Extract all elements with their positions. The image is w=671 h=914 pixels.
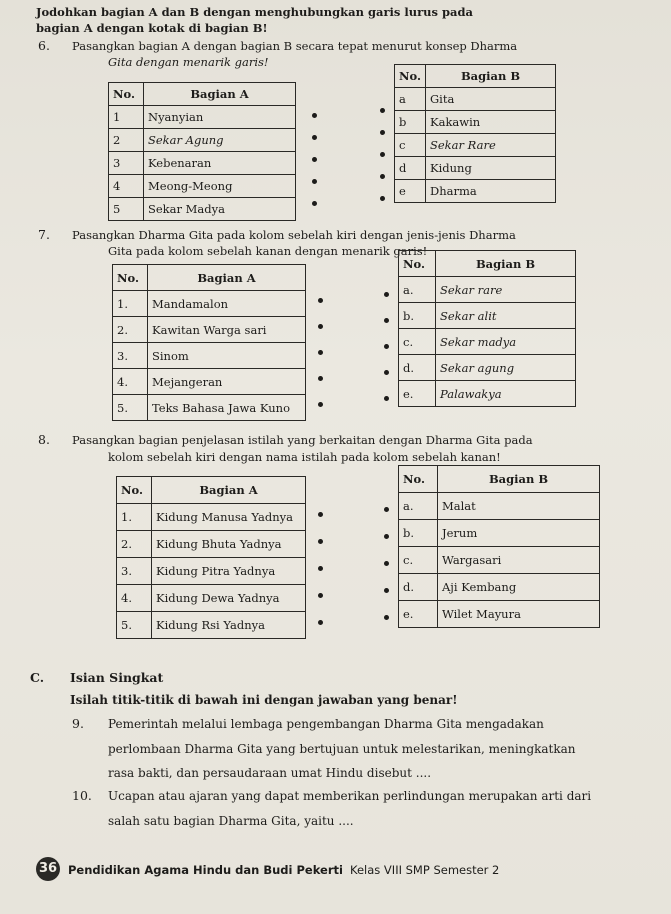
- table-cell-no: 4.: [117, 585, 152, 612]
- table-header-no: No.: [399, 251, 436, 277]
- table-cell-no: c.: [399, 547, 438, 574]
- table-cell-no: b: [395, 111, 426, 134]
- match-dot-b[interactable]: [384, 615, 389, 620]
- table-cell-term: Sekar Agung: [144, 129, 296, 152]
- table-cell-no: 3: [109, 152, 144, 175]
- table-cell-no: 2: [109, 129, 144, 152]
- match-dot-b[interactable]: [384, 588, 389, 593]
- match-dot-a[interactable]: [312, 179, 317, 184]
- table-cell-term: Mejangeran: [148, 369, 306, 395]
- table-cell-no: 2.: [117, 531, 152, 558]
- q8-text-2: kolom sebelah kiri dengan nama istilah pada kolom sebelah kanan!: [108, 450, 501, 464]
- table-cell-term: Aji Kembang: [438, 574, 600, 601]
- page-number-badge: 36: [36, 857, 60, 881]
- footer-book-title: Pendidikan Agama Hindu dan Budi Pekerti: [68, 863, 343, 877]
- table-header-part: Bagian A: [148, 265, 306, 291]
- table-cell-term: Wargasari: [438, 547, 600, 574]
- q7-table-a: [112, 264, 306, 421]
- q7-number: 7.: [38, 227, 50, 242]
- table-cell-term: Sekar Rare: [426, 134, 556, 157]
- table-cell-term: Nyanyian: [144, 106, 296, 129]
- table-header-part: Bagian B: [438, 466, 600, 493]
- q9-line-1: Pemerintah melalui lembaga pengembangan Dharma Gita mengadakan: [108, 717, 544, 731]
- section-c-title: Isian Singkat: [70, 670, 164, 685]
- section-c-letter: C.: [30, 670, 45, 685]
- match-dot-a[interactable]: [312, 157, 317, 162]
- q10-number: 10.: [72, 788, 92, 803]
- table-cell-term: Kidung Pitra Yadnya: [152, 558, 306, 585]
- q6-text-1: Pasangkan bagian A dengan bagian B secara tepat menurut konsep Dharma: [72, 39, 518, 53]
- table-cell-no: d: [395, 157, 426, 180]
- table-header-no: No.: [109, 83, 144, 106]
- table-cell-no: a.: [399, 277, 436, 303]
- match-dot-b[interactable]: [380, 108, 385, 113]
- match-dot-a[interactable]: [318, 350, 323, 355]
- table-header-part: Bagian A: [144, 83, 296, 106]
- match-dot-b[interactable]: [380, 152, 385, 157]
- table-cell-no: c.: [399, 329, 436, 355]
- table-cell-term: Sekar agung: [436, 355, 576, 381]
- table-cell-term: Mandamalon: [148, 291, 306, 317]
- table-cell-no: 4.: [113, 369, 148, 395]
- match-dot-b[interactable]: [384, 344, 389, 349]
- match-dot-b[interactable]: [384, 318, 389, 323]
- table-cell-no: 5.: [113, 395, 148, 421]
- match-dot-b[interactable]: [380, 130, 385, 135]
- table-cell-term: Teks Bahasa Jawa Kuno: [148, 395, 306, 421]
- table-cell-no: 4: [109, 175, 144, 198]
- table-cell-term: Malat: [438, 493, 600, 520]
- q7-text-1: Pasangkan Dharma Gita pada kolom sebelah kiri dengan jenis-jenis Dharma: [72, 228, 516, 242]
- table-cell-term: Kebenaran: [144, 152, 296, 175]
- table-cell-no: 5: [109, 198, 144, 221]
- table-cell-no: 1.: [117, 504, 152, 531]
- q8-table-b: [398, 465, 600, 628]
- table-cell-no: 5.: [117, 612, 152, 639]
- footer-book-subtitle: Kelas VIII SMP Semester 2: [350, 863, 500, 877]
- match-dot-a[interactable]: [318, 376, 323, 381]
- table-cell-term: Kawitan Warga sari: [148, 317, 306, 343]
- table-cell-term: Sekar alit: [436, 303, 576, 329]
- match-dot-a[interactable]: [318, 298, 323, 303]
- table-cell-term: Wilet Mayura: [438, 601, 600, 628]
- match-dot-b[interactable]: [384, 292, 389, 297]
- table-cell-no: e: [395, 180, 426, 203]
- table-cell-term: Jerum: [438, 520, 600, 547]
- q6-table-a: [108, 82, 296, 221]
- table-cell-no: b.: [399, 520, 438, 547]
- table-cell-term: Meong-Meong: [144, 175, 296, 198]
- table-cell-no: b.: [399, 303, 436, 329]
- table-cell-no: a.: [399, 493, 438, 520]
- q7-text-2: Gita pada kolom sebelah kanan dengan menarik garis!: [108, 244, 428, 258]
- table-header-no: No.: [395, 65, 426, 88]
- table-cell-term: Sinom: [148, 343, 306, 369]
- table-header-part: Bagian A: [152, 477, 306, 504]
- q9-line-3: rasa bakti, dan persaudaraan umat Hindu disebut ....: [108, 766, 432, 780]
- q8-table-a: [116, 476, 306, 639]
- match-dot-b[interactable]: [380, 196, 385, 201]
- table-cell-term: Sekar rare: [436, 277, 576, 303]
- instruction-line-2: bagian A dengan kotak di bagian B!: [36, 21, 268, 35]
- table-cell-term: Sekar Madya: [144, 198, 296, 221]
- table-cell-no: 1.: [113, 291, 148, 317]
- table-cell-no: d.: [399, 355, 436, 381]
- match-dot-b[interactable]: [380, 174, 385, 179]
- table-cell-no: 3.: [117, 558, 152, 585]
- match-dot-a[interactable]: [312, 113, 317, 118]
- table-cell-no: 2.: [113, 317, 148, 343]
- table-cell-no: d.: [399, 574, 438, 601]
- table-cell-term: Kidung Manusa Yadnya: [152, 504, 306, 531]
- table-cell-term: Kidung Rsi Yadnya: [152, 612, 306, 639]
- table-cell-no: 3.: [113, 343, 148, 369]
- match-dot-b[interactable]: [384, 561, 389, 566]
- match-dot-b[interactable]: [384, 534, 389, 539]
- q6-number: 6.: [38, 38, 50, 53]
- match-dot-a[interactable]: [318, 324, 323, 329]
- q8-number: 8.: [38, 432, 50, 447]
- match-dot-a[interactable]: [312, 201, 317, 206]
- table-header-no: No.: [113, 265, 148, 291]
- table-cell-no: e.: [399, 601, 438, 628]
- table-header-no: No.: [399, 466, 438, 493]
- q9-number: 9.: [72, 716, 84, 731]
- q10-line-2: salah satu bagian Dharma Gita, yaitu ....: [108, 814, 354, 828]
- match-dot-a[interactable]: [318, 539, 323, 544]
- table-cell-no: c: [395, 134, 426, 157]
- table-cell-term: Gita: [426, 88, 556, 111]
- match-dot-b[interactable]: [384, 507, 389, 512]
- section-c-instruction: Isilah titik-titik di bawah ini dengan jawaban yang benar!: [70, 693, 458, 707]
- q10-line-1: Ucapan atau ajaran yang dapat memberikan perlindungan merupakan arti dari: [108, 789, 592, 803]
- q8-text-1: Pasangkan bagian penjelasan istilah yang berkaitan dengan Dharma Gita pada: [72, 433, 533, 447]
- table-cell-term: Kidung: [426, 157, 556, 180]
- match-dot-a[interactable]: [312, 135, 317, 140]
- match-dot-b[interactable]: [384, 370, 389, 375]
- match-dot-a[interactable]: [318, 620, 323, 625]
- table-cell-no: 1: [109, 106, 144, 129]
- match-dot-a[interactable]: [318, 512, 323, 517]
- match-dot-a[interactable]: [318, 402, 323, 407]
- match-dot-a[interactable]: [318, 566, 323, 571]
- table-cell-term: Kakawin: [426, 111, 556, 134]
- table-cell-term: Kidung Bhuta Yadnya: [152, 531, 306, 558]
- instruction-line-1: Jodohkan bagian A dan B dengan menghubungkan garis lurus pada: [36, 5, 473, 19]
- table-cell-term: Palawakya: [436, 381, 576, 407]
- q7-table-b: [398, 250, 576, 407]
- table-header-no: No.: [117, 477, 152, 504]
- table-header-part: Bagian B: [426, 65, 556, 88]
- q6-table-b: [394, 64, 556, 203]
- table-cell-no: a: [395, 88, 426, 111]
- q9-line-2: perlombaan Dharma Gita yang bertujuan untuk melestarikan, meningkatkan: [108, 742, 576, 756]
- match-dot-b[interactable]: [384, 396, 389, 401]
- table-cell-term: Sekar madya: [436, 329, 576, 355]
- match-dot-a[interactable]: [318, 593, 323, 598]
- q6-text-2: Gita dengan menarik garis!: [108, 55, 269, 69]
- table-header-part: Bagian B: [436, 251, 576, 277]
- table-cell-term: Dharma: [426, 180, 556, 203]
- table-cell-term: Kidung Dewa Yadnya: [152, 585, 306, 612]
- table-cell-no: e.: [399, 381, 436, 407]
